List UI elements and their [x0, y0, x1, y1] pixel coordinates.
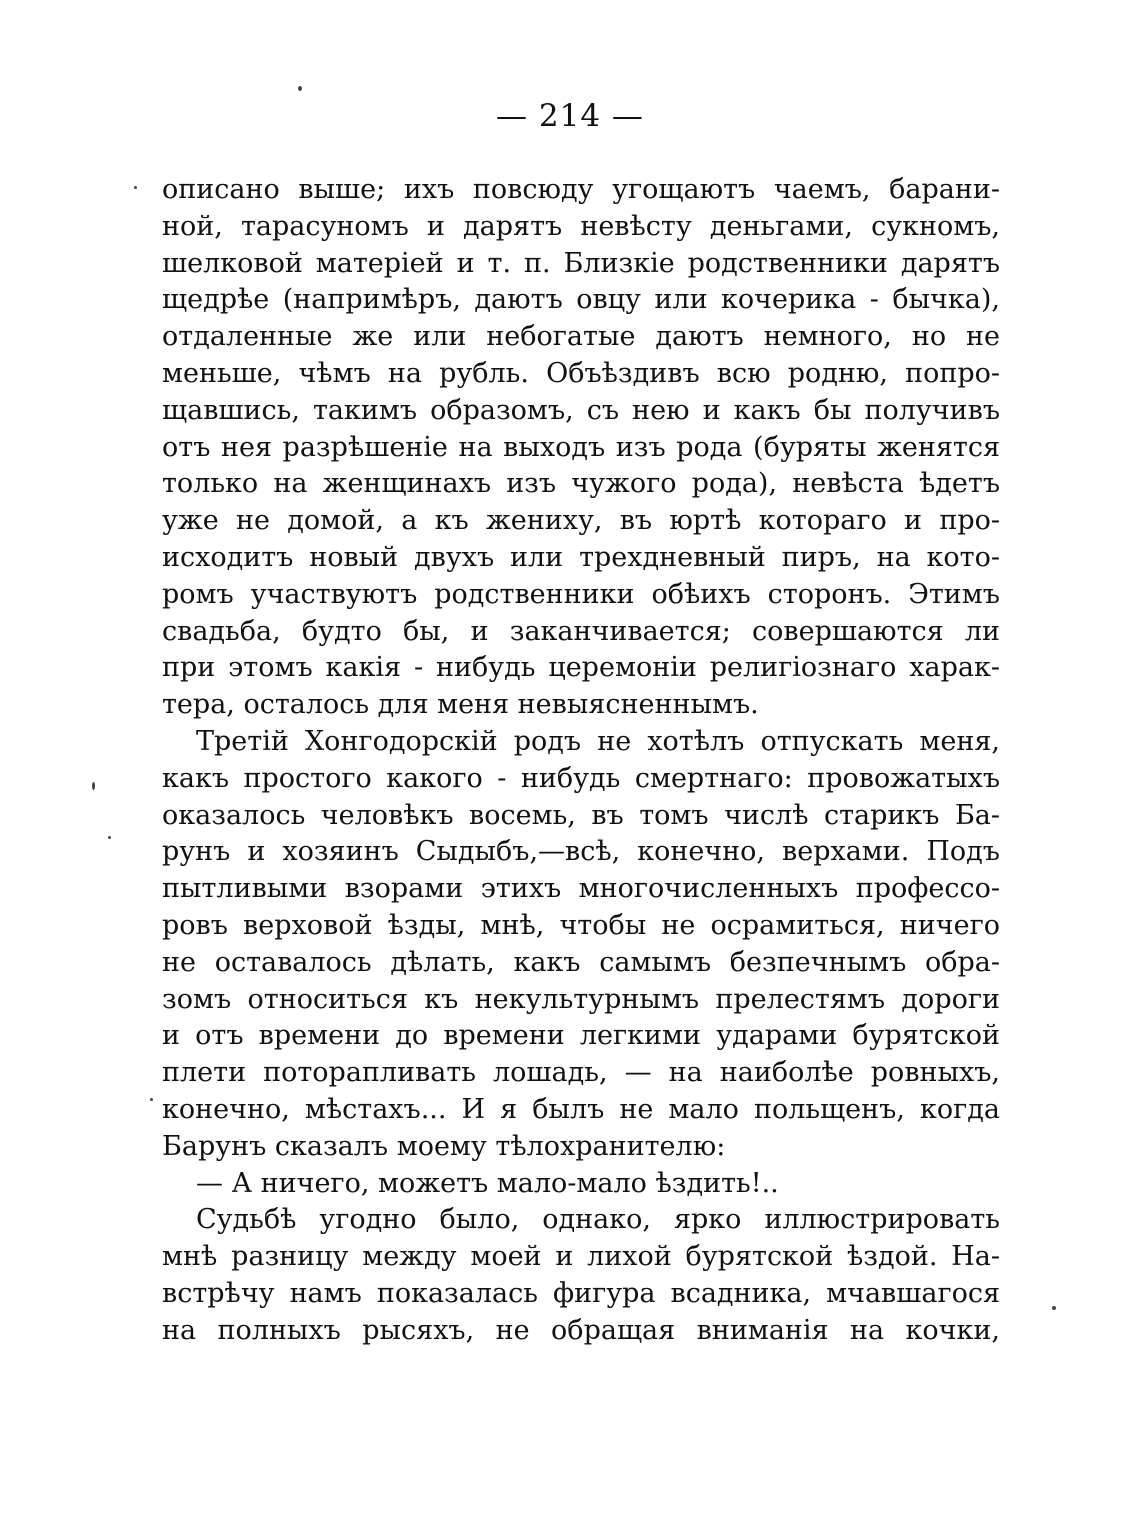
scan-speck: [92, 782, 95, 790]
paragraph: [162, 724, 1000, 1166]
text-line: оказалось человѣкъ восемь, въ томъ числѣ старикъ Ба-: [162, 799, 1000, 831]
body-text: [162, 172, 1000, 1350]
text-line: плети поторапливать лошадь, — на наиболѣе ровныхъ,: [162, 1057, 1000, 1089]
text-line: пытливыми взорами этихъ многочисленныхъ профессо-: [162, 873, 1000, 905]
scan-speck: [298, 86, 302, 91]
text-line: Третій Хонгодорскій родъ не хотѣлъ отпускать меня,: [196, 725, 1000, 757]
text-line: свадьба, будто бы, и заканчивается; совершаются ли: [162, 615, 1000, 647]
text-line: меньше, чѣмъ на рубль. Объѣздивъ всю родню, попро-: [162, 357, 1000, 389]
text-line: шелковой матеріей и т. п. Близкіе родственники дарятъ: [162, 247, 1000, 279]
text-line: зомъ относиться къ некультурнымъ прелестямъ дороги: [162, 983, 1000, 1015]
text-line: на полныхъ рысяхъ, не обращая вниманія на кочки,: [162, 1314, 1000, 1346]
text-line: исходитъ новый двухъ или трехдневный пиръ, на кото-: [162, 541, 1000, 573]
text-line: встрѣчу намъ показалась фигура всадника, мчавшагося: [162, 1277, 1000, 1309]
paragraph: [162, 1202, 1000, 1349]
scan-speck: [134, 186, 137, 189]
paragraph: [162, 172, 1000, 724]
text-line: тера, осталось для меня невыясненнымъ.: [162, 689, 759, 721]
text-line: и отъ времени до времени легкими ударами бурятской: [162, 1020, 1000, 1052]
scan-speck: [108, 836, 111, 839]
scan-speck: [1052, 1306, 1056, 1310]
text-line: отдаленные же или небогатые даютъ немного, но не: [162, 321, 1000, 353]
text-line: рунъ и хозяинъ Сыдыбъ,—всѣ, конечно, верхами. Подъ: [162, 836, 1000, 868]
text-line: Судьбѣ угодно было, однако, ярко иллюстрировать: [196, 1204, 1000, 1236]
text-line: только на женщинахъ изъ чужого рода), невѣста ѣдетъ: [162, 468, 1000, 500]
text-line: описано выше; ихъ повсюду угощаютъ чаемъ, барани-: [162, 174, 1000, 205]
text-line: Барунъ сказалъ моему тѣлохранителю:: [162, 1130, 726, 1162]
text-line: щедрѣе (напримѣръ, даютъ овцу или кочерика - бычка),: [162, 284, 1000, 316]
text-line: при этомъ какія - нибудь церемоніи религіознаго харак-: [162, 652, 1000, 684]
text-line: щавшись, такимъ образомъ, съ нею и какъ бы получивъ: [162, 394, 1000, 426]
text-line: ромъ участвуютъ родственники обѣихъ сторонъ. Этимъ: [162, 578, 1000, 610]
text-line: какъ простого какого - нибудь смертнаго: провожатыхъ: [162, 762, 1000, 794]
text-line: — А ничего, можетъ мало-мало ѣздить!..: [196, 1167, 779, 1199]
text-line: ровъ верховой ѣзды, мнѣ, чтобы не осрамиться, ничего: [162, 909, 1000, 941]
text-line: конечно, мѣстахъ... И я былъ не мало польщенъ, когда: [162, 1093, 1000, 1125]
scan-speck: [150, 1098, 153, 1101]
text-line: уже не домой, а къ жениху, въ юртѣ котораго и про-: [162, 505, 1000, 537]
page-number: — 214 —: [496, 98, 644, 134]
text-line: ной, тарасуномъ и дарятъ невѣсту деньгами, сукномъ,: [162, 210, 1000, 242]
text-line: отъ нея разрѣшеніе на выходъ изъ рода (буряты женятся: [162, 431, 1000, 463]
text-line: не оставалось дѣлать, какъ самымъ безпечнымъ обра-: [162, 946, 1000, 978]
text-line: мнѣ разницу между моей и лихой бурятской ѣздой. На-: [162, 1241, 1000, 1273]
paragraph: [162, 1166, 1000, 1203]
